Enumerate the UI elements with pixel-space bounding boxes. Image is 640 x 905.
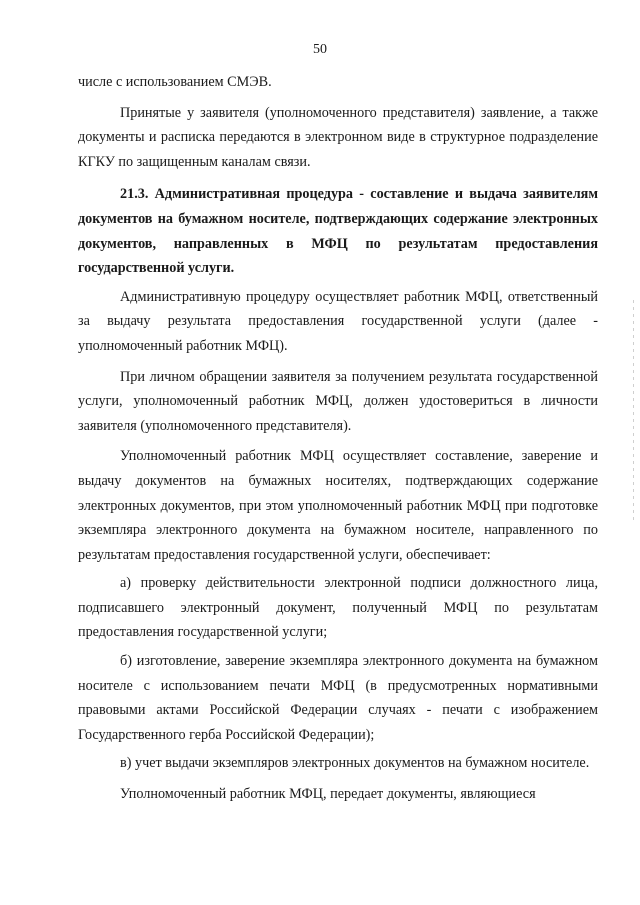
paragraph-procedure-performer: Административную процедуру осуществляет работник МФЦ, ответственный за выдачу результата предоставления государственной услуги (далее - уполномоченный работник МФЦ).	[78, 288, 598, 354]
section-heading-21-3: 21.3. Административная процедура - составление и выдача заявителям документов на бумажном носителе, подтверждающих содержание электронных документов, направленных в МФЦ по результатам предоставления государственной услуги.	[78, 186, 598, 277]
paragraph-accepted-application: Принятые у заявителя (уполномоченного представителя) заявление, а также документы и расписка передаются в электронном виде в структурное подразделение КГКУ по защищенным каналам связи.	[78, 104, 598, 170]
paragraph-issuing-documents: Уполномоченный работник МФЦ осуществляет составление, заверение и выдачу документов на бумажных носителях, подтверждающих содержание электронных документов, при этом уполномоченный работник МФЦ при подготовке экземпляра электронного документа на бумажном носителе, направленного по результатам предоставления государственной услуги, обеспечивает:	[78, 448, 598, 563]
paragraph-continuation: числе с использованием СМЭВ.	[78, 74, 272, 90]
list-item-c: в) учет выдачи экземпляров электронных документов на бумажном носителе.	[120, 755, 590, 772]
document-body	[78, 70, 598, 807]
list-item-a: а) проверку действительности электронной подписи должностного лица, подписавшего электронный документ, полученный МФЦ по результатам предоставления государственной услуги;	[78, 575, 598, 641]
page-number: 50	[313, 42, 327, 57]
paragraph-identity-check: При личном обращении заявителя за получением результата государственной услуги, уполномоченный работник МФЦ, должен удостовериться в личности заявителя (уполномоченного представителя).	[78, 368, 598, 434]
scan-edge-mark	[633, 300, 634, 520]
list-item-b: б) изготовление, заверение экземпляра электронного документа на бумажном носителе с использованием печати МФЦ (в предусмотренных нормативными правовыми актами Российской Федерации случаях - печати с изображением Государственного герба Российской Федерации);	[78, 653, 598, 743]
paragraph-transfer-documents: Уполномоченный работник МФЦ, передает документы, являющиеся	[120, 786, 536, 803]
